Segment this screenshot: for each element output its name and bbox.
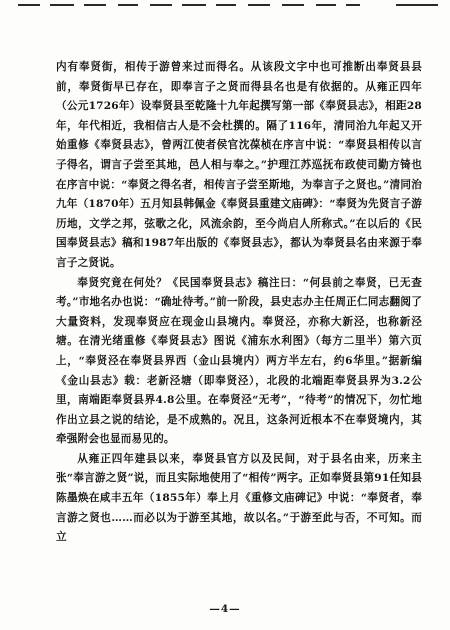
page-number: —4— xyxy=(209,603,241,615)
body-text xyxy=(56,58,422,548)
paragraph-1: 内有奉贤街，相传于游曾来过而得名。从该段文字中也可推断出奉贤县县前，奉贤街早已存在，即奉言子之贤而得县名也是有依据的。从雍正四年（公元1726年）设奉贤县至乾隆十九年起撰写第一部《奉贤县志》，相距28年，年代相近，我相信古人是不会杜撰的。隔了116年，清同治九年起又开始重修《奉贤县志》，曾两江使者侯官沈葆桢在序言中说：“奉贤县相传以言子得名，谓言子尝至其地，邑人相与奉之。”护理江苏巡抚布政使司勤方锜也在序言中说：“奉贤之得名者，相传言子尝至斯地，为奉言子之贤也。”清同治九年（1870年）五月知县韩佩金《奉贤县重建文庙碑》：“奉贤为先贤言子游历地，文学之邦，弦歌之化，风流余韵，至今尚启人所称式。”在以后的《民国奉贤县志》稿和1987年出版的《奉贤县志》，都认为奉贤县名由来源于奉言子之贤说。 xyxy=(56,61,422,269)
top-edge-marks xyxy=(0,0,450,14)
paragraph-2: 奉贤究竟在何处？《民国奉贤县志》稿注曰：“何县前之奉贤，已无查考。”市地名办也说：“确址待考。”前一阶段，县史志办主任周正仁同志翻阅了大量资料，发现奉贤应在现金山县境内。奉贤泾，亦称大新泾，也称新泾塘。在清光绪重修《奉贤县志》图说《浦东水利图》（每方二里半）第六页上，“奉贤泾在奉贤县界西（金山县境内）两方半左右，约6华里。”据新编《金山县志》载：老新泾塘（即奉贤泾），北段的北端距奉贤县界为3.2公里，南端距奉贤县界4.8公里。在奉贤泾“无考”，“待考”的情况下，勿忙地作出立县之说的结论，是不成熟的。况且，这条河近根本不在奉贤境内，其牵强附会也显而易见的。 xyxy=(56,276,422,446)
paragraph-3: 从雍正四年建县以来，奉贤县官方以及民间，对于县名由来，历来主张“奉言游之贤”说，而且实际地使用了“相传”两字。正如奉贤县第91任知县陈墨焕在咸丰五年（1855年）奉上月《重修文庙碑记》中说：“奉贤者，奉言游之贤也……而必以为于游至其地，故以名。”于游至此与否，不可知。而立 xyxy=(56,452,422,544)
